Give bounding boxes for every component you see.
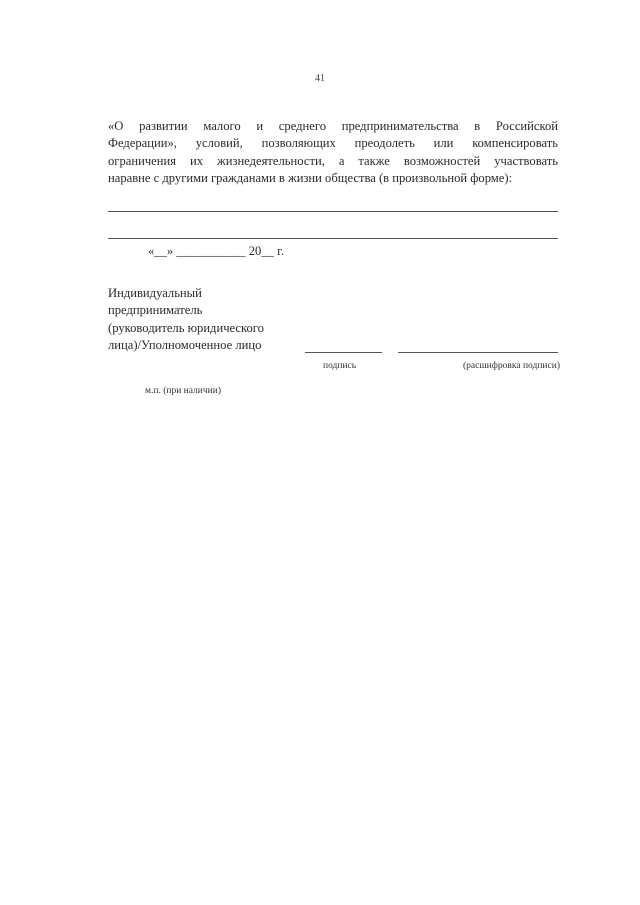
signer-block: [108, 285, 264, 354]
paragraph-line: ограничения их жизнедеятельности, а также возможностей участвовать: [108, 153, 558, 168]
signature-decode-caption: (расшифровка подписи): [463, 361, 560, 371]
page-number: 41: [315, 73, 325, 84]
paragraph-line: Федерации», условий, позволяющих преодолеть или компенсировать: [108, 136, 558, 151]
signer-line: лица)/Уполномоченное лицо: [108, 337, 262, 352]
body-paragraph: [108, 118, 558, 187]
date-field: «__» ___________ 20__ г.: [148, 244, 284, 258]
signature-decode-line: [398, 352, 558, 353]
fill-in-line: [108, 211, 558, 212]
signer-line: Индивидуальный: [108, 286, 202, 300]
paragraph-line: «О развитии малого и среднего предпринимательства в Российской: [108, 119, 558, 133]
paragraph-line: наравне с другими гражданами в жизни общества (в произвольной форме):: [108, 170, 513, 185]
fill-in-line: [108, 238, 558, 239]
stamp-note: м.п. (при наличии): [145, 386, 221, 396]
signature-caption: подпись: [323, 361, 357, 371]
signature-line: [305, 352, 382, 353]
signer-line: (руководитель юридического: [108, 320, 264, 335]
signer-line: предприниматель: [108, 303, 203, 318]
